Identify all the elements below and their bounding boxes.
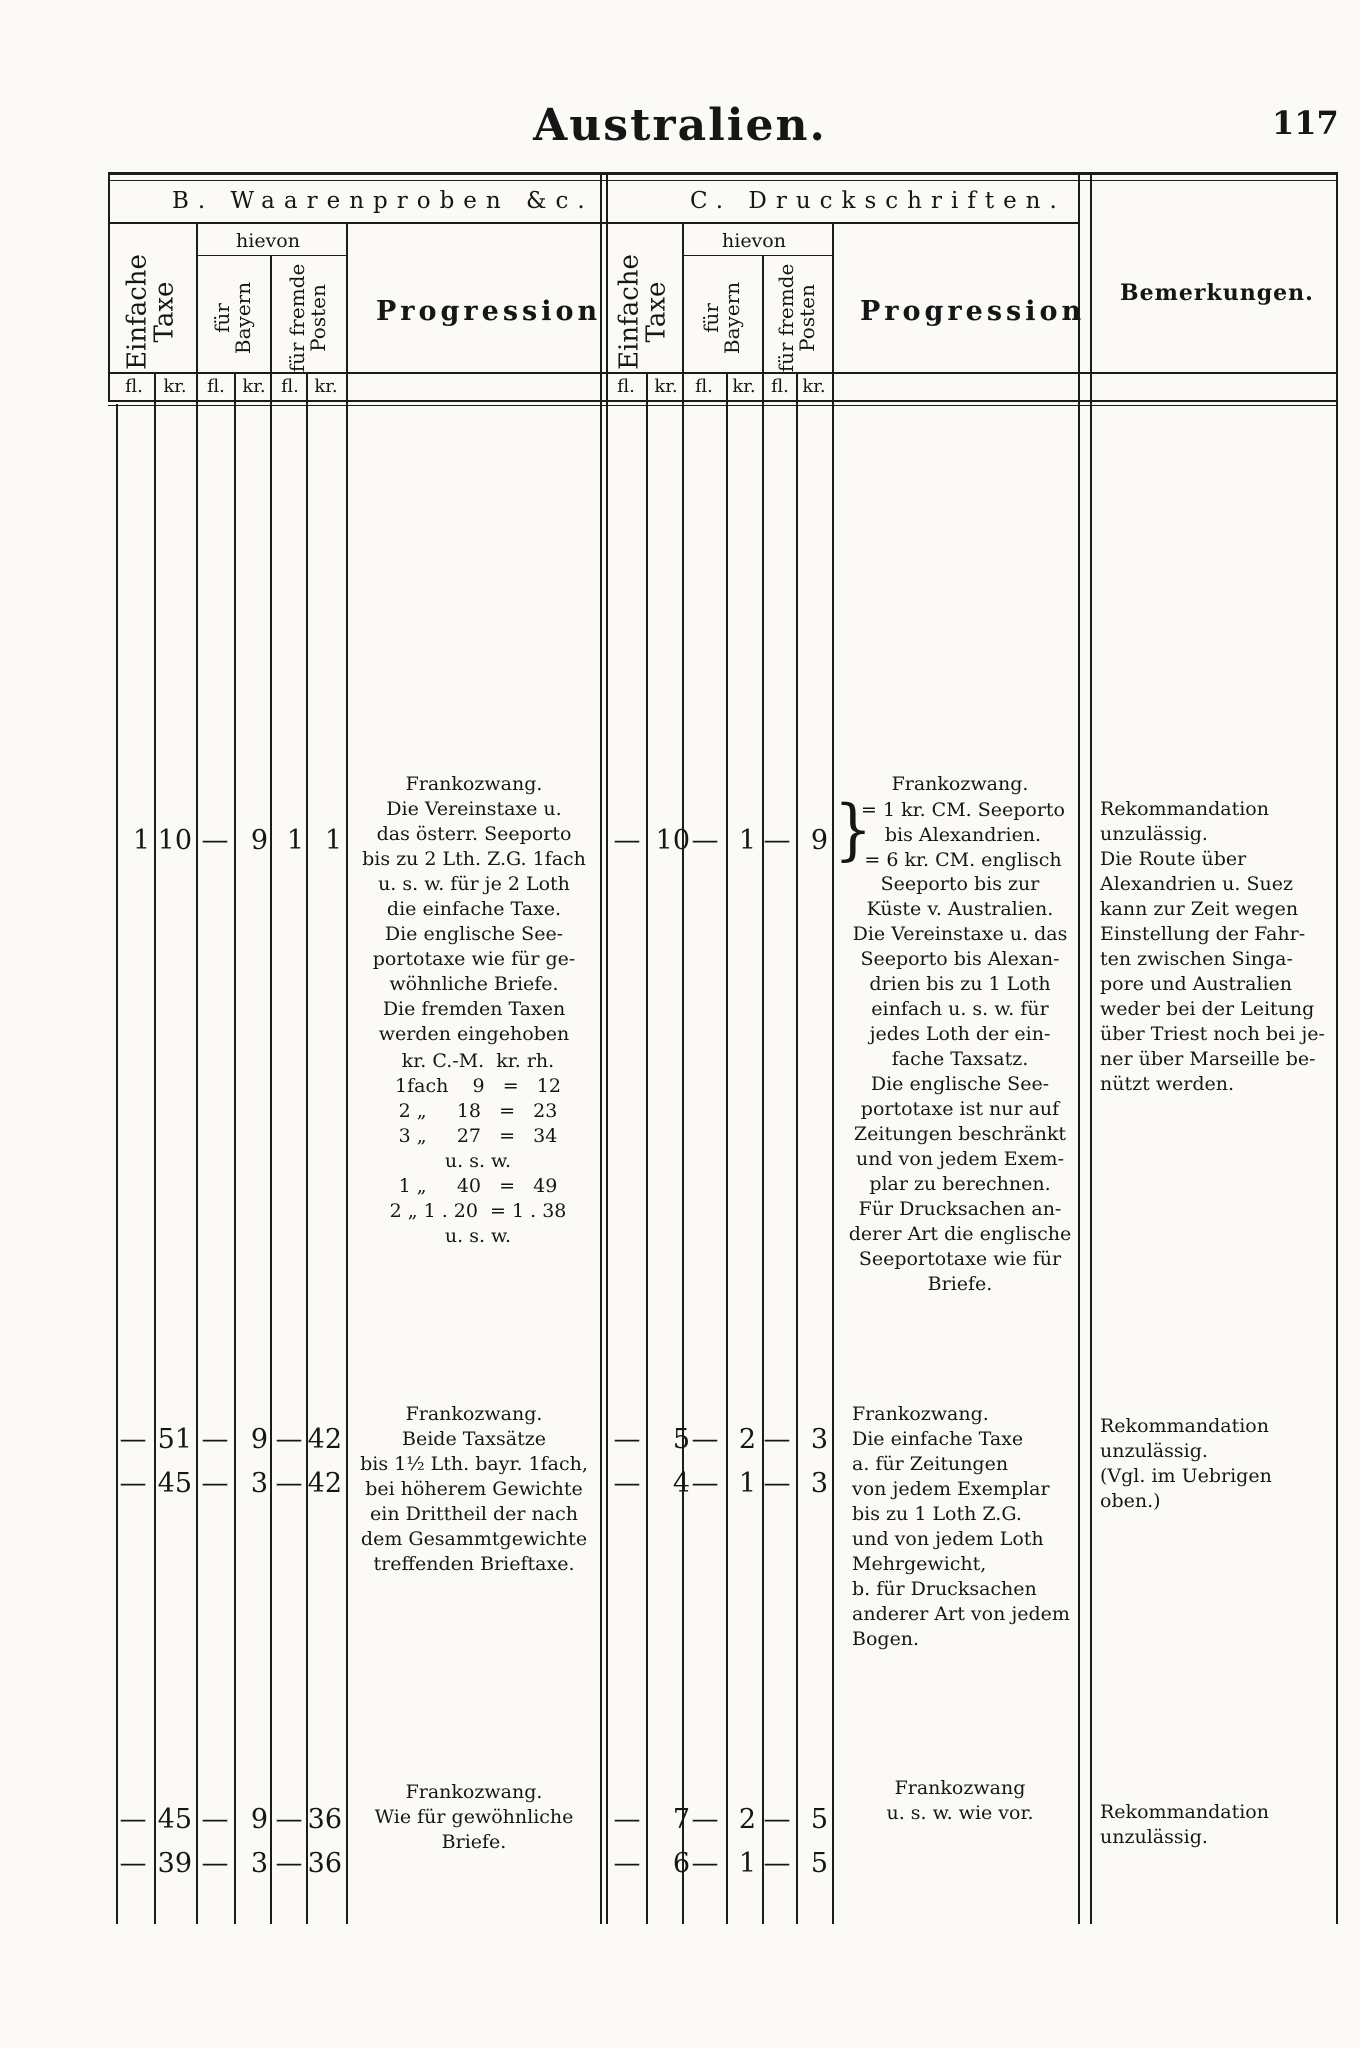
b-bay-fl: —	[201, 1424, 229, 1455]
b-for-kr: 36	[307, 1804, 342, 1835]
page-number: 117	[1272, 104, 1339, 142]
c-progression-text: Frankozwang.	[891, 773, 1029, 795]
col-line	[116, 404, 118, 1924]
col-line	[762, 256, 764, 1924]
c-progression-text-continued: Seeporto bis zur Küste v. Australien. Die Vereinstaxe u. das Seeporto bis Alexan- drien bis zu 1 Loth einfach u. s. w. für jedes Loth der ein- fache Taxsatz. Die englische See- portotaxe ist nur auf Zeitungen beschränkt und von jedem Exem- plar zu berechnen. Für Drucksachen an- derer Art die englische Seeportotaxe wie für Briefe.	[848, 873, 1072, 1295]
col-line	[108, 174, 110, 400]
col-line	[196, 222, 198, 1924]
unit-kr: kr.	[802, 376, 826, 397]
header-bottom-rule-thin	[108, 405, 1338, 406]
table-top-rule	[108, 172, 1338, 175]
b-bay-fl: —	[201, 1468, 229, 1499]
b-fl: —	[119, 1804, 147, 1835]
b-progression-text: Frankozwang. Beide Taxsätze bis 1½ Lth. bayr. 1fach, bei höherem Gewichte ein Drittheil der nach dem Gesammtgewichte treffenden Brieftaxe.	[360, 1403, 588, 1575]
c-fl: —	[613, 1468, 641, 1499]
b-bay-kr: 3	[250, 1848, 268, 1879]
remarks-text: Rekommandation unzulässig. Die Route über Alexandrien u. Suez kann zur Zeit wegen Einstellung der Fahr- ten zwischen Singa- pore und Australien weder bei der Leitung über Triest noch bei je- ner über Marseille be- nützt werden.	[1100, 798, 1325, 1095]
b-for-kr: 36	[307, 1848, 342, 1879]
c-bay-fl: —	[691, 1804, 719, 1835]
table-top-rule-thin	[108, 180, 1338, 181]
b-bay-kr: 9	[250, 1424, 268, 1455]
b-bay-kr: 9	[250, 825, 268, 856]
c-bay-kr: 1	[738, 1848, 756, 1879]
b-bay-kr: 3	[250, 1468, 268, 1499]
c-col-simple-tax: Einfache Taxe	[614, 254, 672, 370]
unit-fl: fl.	[771, 376, 789, 397]
b-rate-table: kr. C.-M. kr. rh. 1fach 9 = 12 2 „ 18 = 23 3 „ 27 = 34 u. s. w. 1 „ 40 = 49 2 „ 1 . 20 = 1 . 38 u. s. w.	[389, 1050, 567, 1247]
c-bay-fl: —	[691, 1424, 719, 1455]
b-for-fl: —	[275, 1848, 303, 1879]
c-for-kr: 9	[810, 825, 828, 856]
b-col-foreign: für fremde Posten	[285, 263, 330, 373]
col-line	[154, 372, 156, 1924]
col-line-double	[606, 174, 608, 1924]
c-bay-kr: 1	[738, 1468, 756, 1499]
c-bay-kr: 2	[738, 1804, 756, 1835]
col-line	[306, 372, 308, 1924]
b-for-kr: 1	[324, 825, 342, 856]
remarks-header: Bemerkungen.	[1120, 280, 1314, 306]
c-progression-text-top: = 1 kr. CM. Seeporto bis Alexandrien. = 6 kr. CM. englisch	[860, 799, 1065, 871]
unit-fl: fl.	[617, 376, 635, 397]
unit-kr: kr.	[242, 376, 266, 397]
c-for-fl: —	[763, 1804, 791, 1835]
c-bay-kr: 1	[738, 825, 756, 856]
c-for-kr: 5	[810, 1848, 828, 1879]
c-kr: 7	[672, 1804, 690, 1835]
unit-kr: kr.	[314, 376, 338, 397]
col-line	[270, 256, 272, 1924]
c-bay-fl: —	[691, 1848, 719, 1879]
unit-fl: fl.	[695, 376, 713, 397]
col-line-double	[600, 174, 602, 1924]
remarks-text: Rekommandation unzulässig.	[1100, 1801, 1269, 1848]
b-fl: —	[119, 1468, 147, 1499]
c-kr: 4	[672, 1468, 690, 1499]
b-kr: 39	[157, 1848, 192, 1879]
c-col-progression: Progression	[860, 296, 1086, 327]
c-kr: 10	[655, 825, 690, 856]
c-kr: 6	[672, 1848, 690, 1879]
unit-kr: kr.	[732, 376, 756, 397]
remarks-text: Rekommandation unzulässig. (Vgl. im Uebrigen oben.)	[1100, 1415, 1272, 1512]
b-for-fl: —	[275, 1424, 303, 1455]
c-for-fl: —	[763, 1848, 791, 1879]
c-col-bavaria: für Bayern	[699, 281, 744, 355]
c-bay-fl: —	[691, 1468, 719, 1499]
c-col-hievon: hievon	[722, 230, 786, 252]
c-for-kr: 3	[810, 1424, 828, 1455]
section-c-heading: C. Druckschriften.	[690, 188, 1066, 214]
c-for-fl: —	[763, 1468, 791, 1499]
b-bay-fl: —	[201, 1804, 229, 1835]
c-progression-text: Frankozwang u. s. w. wie vor.	[886, 1777, 1034, 1824]
c-progression-text: Frankozwang. Die einfache Taxe a. für Zeitungen von jedem Exemplar bis zu 1 Loth Z.G. und von jedem Loth Mehrgewicht, b. für Drucksachen anderer Art von jedem Bogen.	[852, 1403, 1070, 1650]
col-line	[796, 372, 798, 1924]
hievon-rule-c	[682, 255, 832, 256]
c-bay-kr: 2	[738, 1424, 756, 1455]
unit-fl: fl.	[125, 376, 143, 397]
c-col-foreign: für fremde Posten	[774, 263, 819, 373]
b-progression-text: Frankozwang. Die Vereinstaxe u. das österr. Seeporto bis zu 2 Lth. Z.G. 1fach u. s. w. für je 2 Loth die einfache Taxe. Die englische See- portotaxe wie für ge- wöhnliche Briefe. Die fremden Taxen werden eingehoben	[362, 773, 586, 1045]
b-bay-fl: —	[201, 825, 229, 856]
col-line	[234, 372, 236, 1924]
b-fl: 1	[132, 825, 150, 856]
unit-kr: kr.	[163, 376, 187, 397]
c-bay-fl: —	[691, 825, 719, 856]
b-progression-text: Frankozwang. Wie für gewöhnliche Briefe.	[374, 1781, 574, 1853]
col-line	[726, 372, 728, 1924]
col-line-double	[1090, 174, 1092, 1924]
b-for-fl: 1	[286, 825, 304, 856]
page-title: Australien.	[533, 100, 827, 151]
b-for-kr: 42	[307, 1468, 342, 1499]
c-for-kr: 3	[810, 1468, 828, 1499]
col-line	[646, 372, 648, 1924]
c-fl: —	[613, 825, 641, 856]
c-fl: —	[613, 1804, 641, 1835]
brace-icon: }	[834, 791, 873, 869]
col-line	[346, 222, 348, 1924]
b-col-hievon: hievon	[236, 230, 300, 252]
b-col-progression: Progression	[376, 296, 602, 327]
c-for-fl: —	[763, 825, 791, 856]
unit-kr: kr.	[654, 376, 678, 397]
header-bottom-rule	[108, 400, 1338, 402]
b-col-simple-tax: Einfache Taxe	[122, 254, 180, 370]
b-kr: 45	[157, 1804, 192, 1835]
col-line	[832, 222, 834, 1924]
b-bay-fl: —	[201, 1848, 229, 1879]
b-for-kr: 42	[307, 1424, 342, 1455]
b-bay-kr: 9	[250, 1804, 268, 1835]
col-line	[1336, 174, 1338, 1924]
b-kr: 10	[157, 825, 192, 856]
b-kr: 51	[157, 1424, 192, 1455]
b-col-bavaria: für Bayern	[210, 281, 255, 355]
b-fl: —	[119, 1848, 147, 1879]
b-fl: —	[119, 1424, 147, 1455]
section-b-heading: B. Waarenproben &c.	[172, 188, 594, 214]
unit-fl: fl.	[207, 376, 225, 397]
unit-fl: fl.	[281, 376, 299, 397]
c-fl: —	[613, 1424, 641, 1455]
c-fl: —	[613, 1848, 641, 1879]
c-kr: 5	[672, 1424, 690, 1455]
c-for-kr: 5	[810, 1804, 828, 1835]
b-kr: 45	[157, 1468, 192, 1499]
c-for-fl: —	[763, 1424, 791, 1455]
col-line	[682, 222, 684, 1924]
section-heading-rule	[108, 222, 1078, 224]
b-for-fl: —	[275, 1804, 303, 1835]
col-line	[1078, 174, 1080, 1924]
b-for-fl: —	[275, 1468, 303, 1499]
